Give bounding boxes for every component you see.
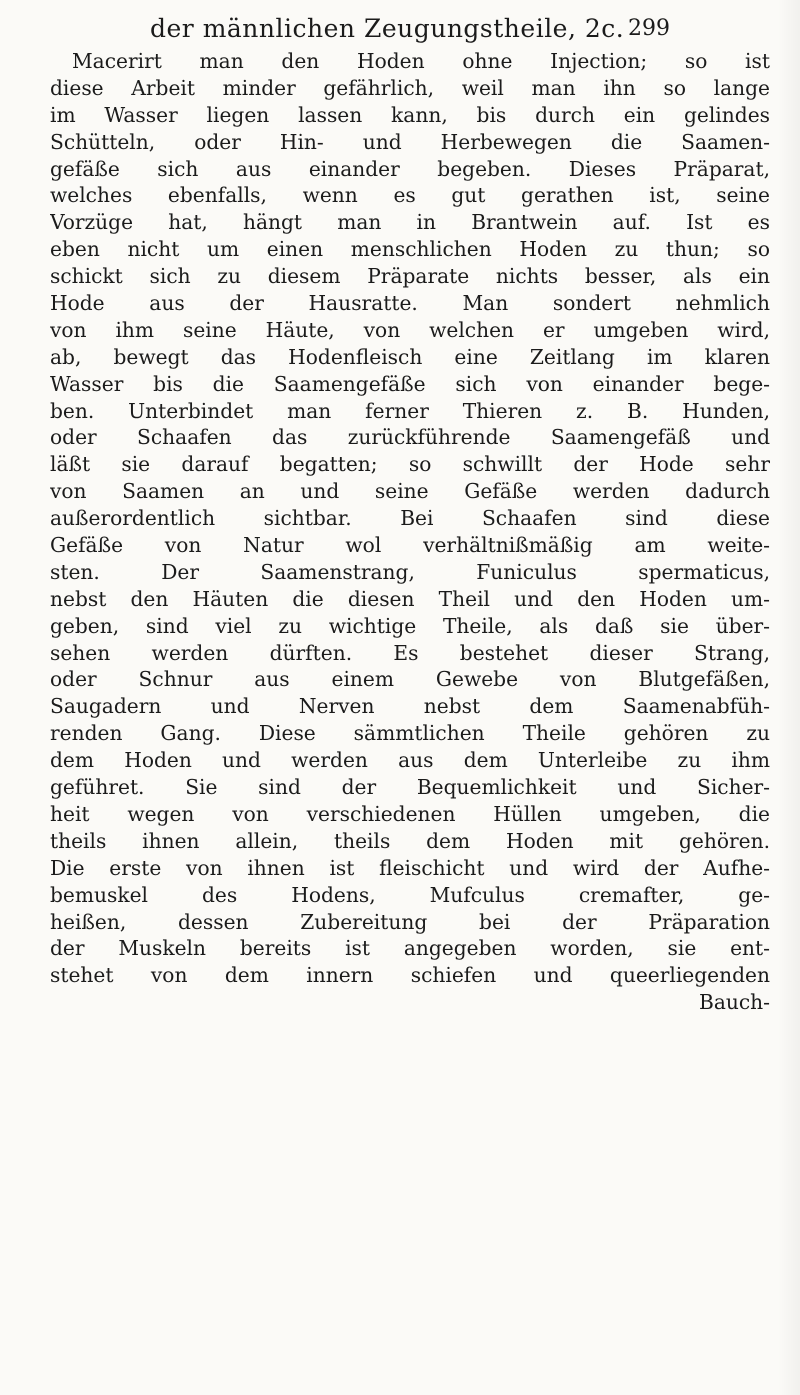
text-line: welches ebenfalls, wenn es gut gerathen ist, seine	[50, 183, 770, 208]
text-line: schickt sich zu diesem Präparate nichts besser, als ein	[50, 264, 770, 289]
text-line: stehet von dem innern schiefen und queerliegenden	[50, 963, 770, 988]
text-line: Vorzüge hat, hängt man in Brantwein auf. Ist es	[50, 210, 770, 235]
text-line: Saugadern und Nerven nebst dem Saamenabfüh-	[50, 694, 770, 719]
catchword: Bauch-	[698, 990, 770, 1015]
body-text	[50, 48, 770, 1016]
text-line: Macerirt man den Hoden ohne Injection; so ist	[72, 49, 770, 73]
text-line: geführet. Sie sind der Bequemlichkeit und Sicher-	[50, 775, 770, 800]
page-header	[150, 8, 670, 44]
text-line: Schütteln, oder Hin- und Herbewegen die Saamen-	[50, 129, 770, 154]
text-line: nebst den Häuten die diesen Theil und den Hoden um-	[50, 586, 770, 611]
text-line: bemuskel des Hodens, Mufculus cremafter, ge-	[50, 882, 770, 907]
text-line: oder Schnur aus einem Gewebe von Blutgefäßen,	[50, 667, 770, 692]
page-number: 299	[628, 16, 670, 41]
text-line: sehen werden dürften. Es bestehet dieser Strang,	[50, 640, 770, 665]
text-line: dem Hoden und werden aus dem Unterleibe zu ihm	[50, 748, 770, 773]
text-line: geben, sind viel zu wichtige Theile, als daß sie über-	[50, 613, 770, 638]
text-line: Hode aus der Hausratte. Man sondert nehmlich	[50, 291, 770, 316]
text-line: heit wegen von verschiedenen Hüllen umgeben, die	[50, 801, 770, 826]
text-line: Die erste von ihnen ist fleischicht und wird der Aufhe-	[50, 855, 770, 880]
text-line: Gefäße von Natur wol verhältnißmäßig am weite-	[50, 533, 770, 558]
scan-edge-shadow	[778, 0, 800, 1395]
text-line: von Saamen an und seine Gefäße werden dadurch	[50, 479, 770, 504]
text-line: sten. Der Saamenstrang, Funiculus spermaticus,	[50, 559, 770, 584]
text-line: gefäße sich aus einander begeben. Dieses Präparat,	[50, 156, 770, 181]
text-line: renden Gang. Diese sämmtlichen Theile gehören zu	[50, 721, 770, 746]
text-line: eben nicht um einen menschlichen Hoden zu thun; so	[50, 237, 770, 262]
text-line: theils ihnen allein, theils dem Hoden mit gehören.	[50, 828, 770, 853]
running-title: der männlichen Zeugungstheile, 2c.	[150, 14, 625, 43]
text-line: im Wasser liegen lassen kann, bis durch ein gelindes	[50, 102, 770, 127]
text-line: außerordentlich sichtbar. Bei Schaafen sind diese	[50, 506, 770, 531]
text-line: der Muskeln bereits ist angegeben worden, sie ent-	[50, 936, 770, 961]
text-line: diese Arbeit minder gefährlich, weil man ihn so lange	[50, 75, 770, 100]
text-line: heißen, dessen Zubereitung bei der Präparation	[50, 909, 770, 934]
text-line: Wasser bis die Saamengefäße sich von einander bege-	[50, 371, 770, 396]
text-line: läßt sie darauf begatten; so schwillt der Hode sehr	[50, 452, 770, 477]
text-line: von ihm seine Häute, von welchen er umgeben wird,	[50, 317, 770, 342]
text-line: oder Schaafen das zurückführende Saamengefäß und	[50, 425, 770, 450]
text-line: ab, bewegt das Hodenfleisch eine Zeitlang im klaren	[50, 344, 770, 369]
text-line: ben. Unterbindet man ferner Thieren z. B. Hunden,	[50, 398, 770, 423]
